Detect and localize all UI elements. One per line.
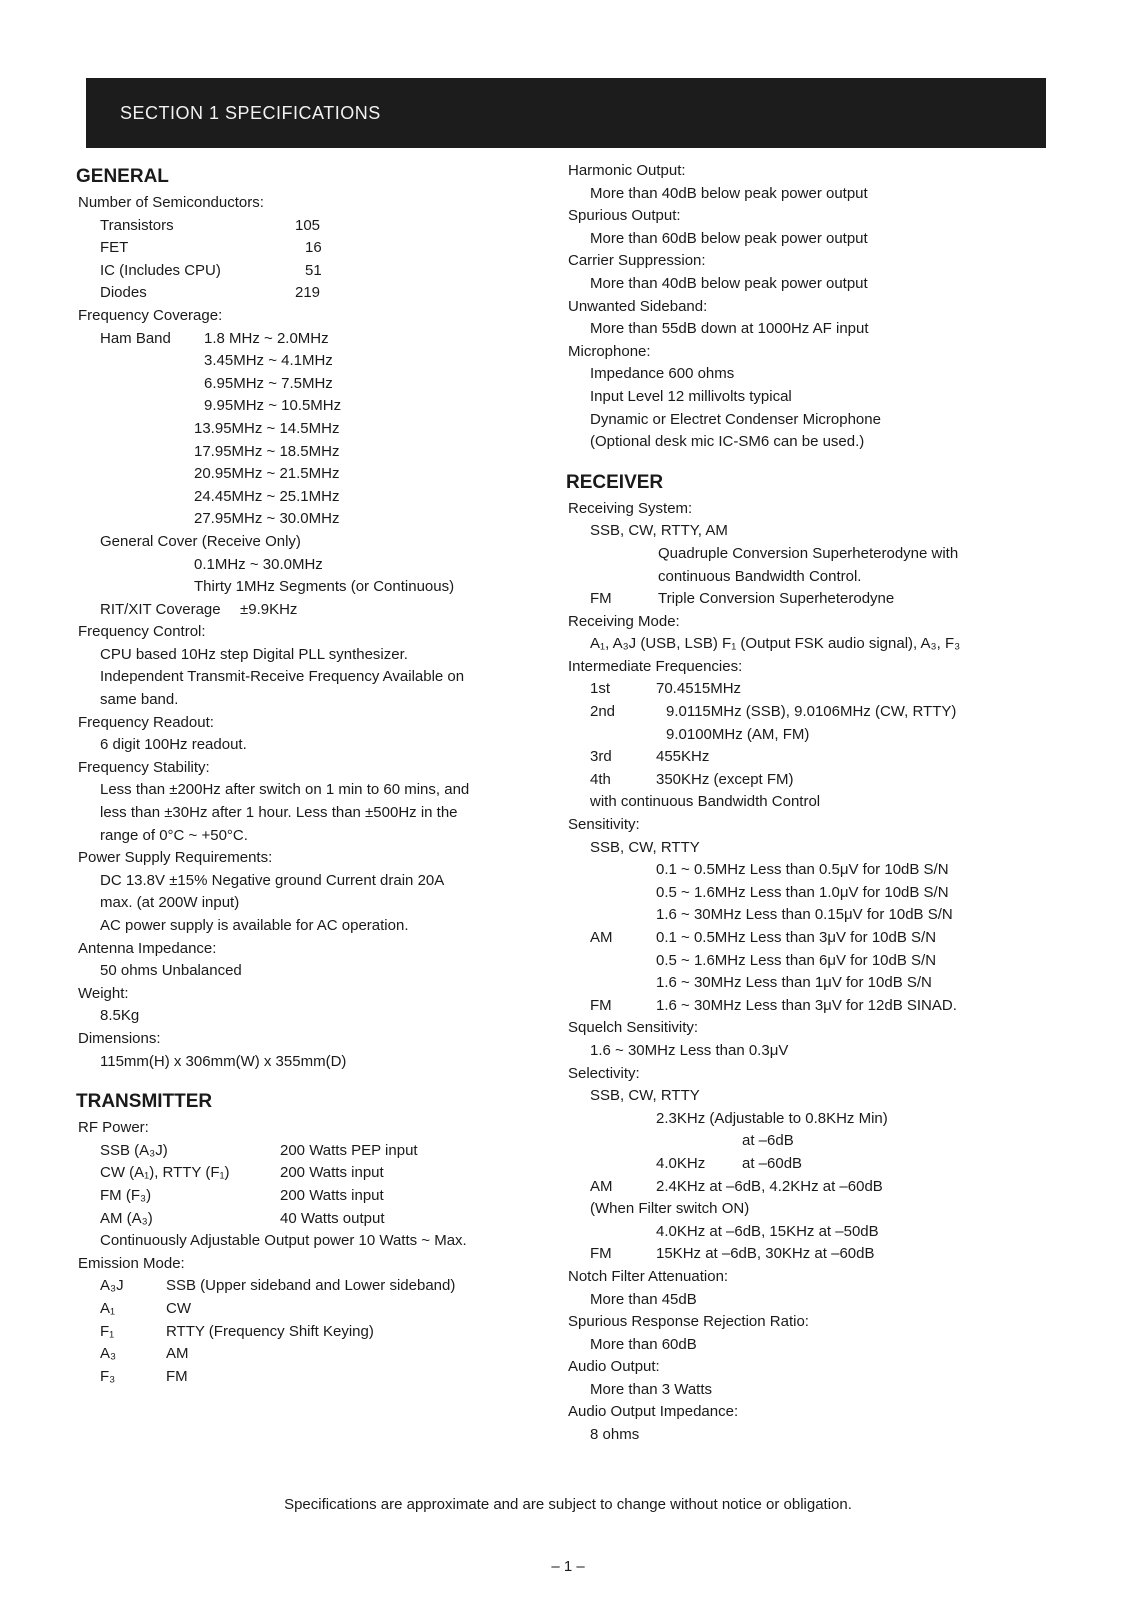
spec-text: Receiving Mode: (568, 612, 680, 630)
page-number: – 1 – (551, 1558, 585, 1575)
spec-label (560, 611, 1040, 634)
spec-value (560, 859, 1040, 882)
spec-text: 3.45MHz ~ 4.1MHz (204, 352, 333, 370)
spec-text: Notch Filter Attenuation: (568, 1267, 729, 1285)
spec-value (560, 746, 1040, 769)
spacer (70, 1073, 540, 1085)
spec-value (70, 441, 540, 464)
spec-text: Quadruple Conversion Superheterodyne with (658, 544, 959, 562)
spec-text: 219 (295, 284, 321, 302)
spec-text: 200 Watts PEP input (280, 1141, 418, 1159)
spec-text: Audio Output Impedance: (568, 1403, 739, 1421)
spec-text: 1.6 ~ 30MHz Less than 1μV for 10dB S/N (656, 974, 932, 992)
spec-label (560, 1401, 1040, 1424)
spec-text: Frequency Coverage: (78, 306, 223, 324)
spec-text: More than 55dB down at 1000Hz AF input (590, 320, 869, 338)
spacer (560, 454, 1040, 466)
spec-text: Audio Output: (568, 1358, 660, 1376)
spec-value (560, 950, 1040, 973)
spec-text: Triple Conversion Superheterodyne (658, 590, 895, 608)
spec-text: Intermediate Frequencies: (568, 657, 743, 675)
spec-text: 4.0KHz (656, 1154, 706, 1172)
right-column (560, 160, 1040, 1447)
spec-label (70, 305, 540, 328)
spec-text: Input Level 12 millivolts typical (590, 387, 792, 405)
spec-value (560, 1108, 1040, 1131)
spec-text: 13.95MHz ~ 14.5MHz (194, 419, 340, 437)
spec-text: Weight: (78, 984, 129, 1002)
spec-text: with continuous Bandwidth Control (590, 793, 821, 811)
spec-value (560, 904, 1040, 927)
spec-text: General Cover (Receive Only) (100, 532, 301, 550)
spec-value (70, 599, 540, 622)
spec-value (560, 1221, 1040, 1244)
spec-text: AM (166, 1345, 189, 1363)
spec-text: Dynamic or Electret Condenser Microphone (590, 410, 881, 428)
spec-text: 0.1 ~ 0.5MHz Less than 0.5μV for 10dB S/N (656, 861, 949, 879)
spec-value (560, 386, 1040, 409)
spec-label (70, 192, 540, 215)
spec-label (70, 938, 540, 961)
spec-text: Harmonic Output: (568, 162, 686, 179)
spec-value (560, 409, 1040, 432)
spec-text: Power Supply Requirements: (78, 849, 273, 867)
spec-text: Diodes (100, 284, 147, 302)
spec-value (560, 1379, 1040, 1402)
spec-text: More than 45dB (590, 1290, 697, 1308)
spec-label (560, 1266, 1040, 1289)
spec-text: Carrier Suppression: (568, 252, 706, 270)
spec-text: at –60dB (742, 1154, 803, 1172)
spec-value (70, 373, 540, 396)
spec-value (70, 1208, 540, 1231)
section-title: SECTION 1 SPECIFICATIONS (120, 102, 381, 123)
spec-value (70, 260, 540, 283)
spec-value (70, 825, 540, 848)
section-heading: GENERAL (76, 166, 169, 187)
spec-text: RTTY (Frequency Shift Keying) (166, 1322, 374, 1340)
spec-label (560, 250, 1040, 273)
spec-label (70, 847, 540, 870)
spec-text: 4th (590, 770, 611, 788)
spec-text: 16 (305, 239, 322, 257)
spec-label (560, 160, 1040, 183)
spec-text: less than ±30Hz after 1 hour. Less than ±500Hz in the (100, 804, 458, 822)
spec-text: More than 40dB below peak power output (590, 274, 868, 292)
spec-label (560, 296, 1040, 319)
spec-text: FM (590, 1245, 612, 1263)
spec-text: Frequency Readout: (78, 713, 214, 731)
spec-value (560, 183, 1040, 206)
spec-text: Transistors (100, 216, 174, 234)
spec-value (70, 1275, 540, 1298)
spec-text: 0.1 ~ 0.5MHz Less than 3μV for 10dB S/N (656, 929, 937, 946)
spec-label (70, 983, 540, 1006)
spec-label (70, 757, 540, 780)
spec-label (560, 498, 1040, 521)
spec-value (70, 531, 540, 554)
spec-value (70, 237, 540, 260)
spec-label (560, 205, 1040, 228)
spec-value (560, 273, 1040, 296)
spec-text: SSB (Upper sideband and Lower sideband) (166, 1277, 456, 1295)
spec-text: FM (166, 1367, 188, 1385)
spec-text: More than 60dB (590, 1335, 697, 1353)
spec-text: RIT/XIT Coverage (100, 600, 221, 618)
spec-value (70, 870, 540, 893)
spec-text: Selectivity: (568, 1064, 640, 1082)
spec-value (70, 1298, 540, 1321)
spec-label (560, 341, 1040, 364)
spec-text: A₁ (100, 1299, 116, 1317)
spec-text: SSB (A₃J) (100, 1141, 168, 1159)
spec-value (560, 837, 1040, 860)
spec-text: 455KHz (656, 748, 710, 766)
spec-text: Unwanted Sideband: (568, 297, 708, 315)
spec-value (70, 1162, 540, 1185)
spec-label (70, 1117, 540, 1140)
spec-value (560, 927, 1040, 950)
spec-text: F₁ (100, 1322, 115, 1340)
spec-text: Emission Mode: (78, 1254, 185, 1272)
spec-text: Less than ±200Hz after switch on 1 min to 60 mins, and (100, 781, 470, 799)
spec-value (70, 960, 540, 983)
spec-value (70, 1140, 540, 1163)
spec-text: Microphone: (568, 342, 651, 360)
spec-text: 20.95MHz ~ 21.5MHz (194, 465, 340, 483)
spec-value (560, 1176, 1040, 1199)
spec-text: 200 Watts input (280, 1186, 384, 1204)
spec-text: SSB, CW, RTTY (590, 1087, 700, 1105)
spec-value (560, 431, 1040, 454)
spec-text: 3rd (590, 748, 612, 766)
spec-text: 8 ohms (590, 1426, 640, 1444)
spec-value (560, 1198, 1040, 1221)
spec-value (70, 215, 540, 238)
spec-value (70, 576, 540, 599)
spec-label (70, 1028, 540, 1051)
spec-text: 50 ohms Unbalanced (100, 962, 242, 980)
spec-value (70, 554, 540, 577)
spec-value (70, 463, 540, 486)
spec-value (560, 1153, 1040, 1176)
spec-text: FM (590, 590, 612, 608)
spec-text: 70.4515MHz (656, 680, 742, 698)
spec-value (560, 543, 1040, 566)
spec-label (560, 656, 1040, 679)
spec-value (560, 724, 1040, 747)
spec-text: A₃ (100, 1345, 117, 1363)
spec-value (560, 769, 1040, 792)
spec-value (70, 1366, 540, 1389)
spec-value (70, 508, 540, 531)
spec-value (560, 1040, 1040, 1063)
spec-text: DC 13.8V ±15% Negative ground Current drain 20A (100, 871, 445, 889)
spec-value (70, 1185, 540, 1208)
spec-value (560, 1334, 1040, 1357)
spec-value (70, 915, 540, 938)
spec-label (70, 712, 540, 735)
spec-value (70, 418, 540, 441)
spec-value (560, 882, 1040, 905)
spec-value (560, 1289, 1040, 1312)
spec-text: Frequency Control: (78, 623, 206, 641)
spec-text: 8.5Kg (100, 1007, 140, 1025)
spec-text: 105 (295, 216, 321, 234)
spec-text: Ham Band (100, 329, 171, 347)
spec-text: More than 60dB below peak power output (590, 229, 868, 247)
section-heading: RECEIVER (566, 471, 664, 493)
spec-text: 6 digit 100Hz readout. (100, 736, 247, 754)
spec-text: 40 Watts output (280, 1209, 385, 1227)
spec-text: A₁, A₃J (USB, LSB) F₁ (Output FSK audio signal), A₃, F₃ (590, 635, 961, 653)
spec-text: 0.5 ~ 1.6MHz Less than 6μV for 10dB S/N (656, 951, 937, 969)
spec-value (560, 1424, 1040, 1447)
spec-text: 9.0100MHz (AM, FM) (666, 725, 810, 743)
spec-value (70, 395, 540, 418)
spec-text: max. (at 200W input) (100, 894, 240, 912)
spec-value (70, 1230, 540, 1253)
spec-text: CPU based 10Hz step Digital PLL synthesizer. (100, 645, 408, 663)
spec-value (560, 1085, 1040, 1108)
spec-label (560, 1063, 1040, 1086)
spec-text: Spurious Response Rejection Ratio: (568, 1313, 809, 1331)
spec-text: F₃ (100, 1367, 116, 1385)
spec-text: at –6dB (742, 1132, 794, 1150)
spec-value (70, 1321, 540, 1344)
spec-value (70, 779, 540, 802)
spec-value (70, 802, 540, 825)
spec-text: 24.45MHz ~ 25.1MHz (194, 487, 340, 505)
spec-text: 1.6 ~ 30MHz Less than 0.15μV for 10dB S/N (656, 906, 953, 924)
spec-text: 2.3KHz (Adjustable to 0.8KHz Min) (656, 1109, 888, 1127)
spec-text: AC power supply is available for AC operation. (100, 917, 409, 934)
spec-text: Sensitivity: (568, 816, 640, 834)
spec-text: continuous Bandwidth Control. (658, 567, 862, 585)
spec-value (70, 350, 540, 373)
spec-text: 2nd (590, 703, 616, 721)
spec-text: Spurious Output: (568, 207, 681, 225)
spec-text: 9.95MHz ~ 10.5MHz (204, 397, 342, 415)
spec-value (560, 972, 1040, 995)
spec-value (70, 734, 540, 757)
spec-text: 200 Watts input (280, 1164, 384, 1182)
spec-text: 17.95MHz ~ 18.5MHz (194, 442, 340, 460)
spec-value (70, 666, 540, 689)
spec-text: (Optional desk mic IC-SM6 can be used.) (590, 433, 865, 451)
spec-label (560, 1311, 1040, 1334)
spec-text: Thirty 1MHz Segments (or Continuous) (194, 578, 455, 596)
spec-text: AM (590, 929, 613, 946)
spec-value (560, 318, 1040, 341)
spec-text: 0.1MHz ~ 30.0MHz (194, 555, 323, 573)
spec-value (70, 328, 540, 351)
spec-text: 0.5 ~ 1.6MHz Less than 1.0μV for 10dB S/N (656, 883, 949, 901)
spec-value (560, 791, 1040, 814)
spec-text: AM (A₃) (100, 1209, 153, 1227)
left-column (70, 160, 540, 1388)
spec-value (560, 363, 1040, 386)
spec-label (560, 814, 1040, 837)
spec-value (560, 520, 1040, 543)
spec-text: 350KHz (except FM) (656, 770, 794, 788)
spec-value (560, 633, 1040, 656)
spec-value (70, 486, 540, 509)
spec-text: FET (100, 239, 129, 257)
spec-text: Squelch Sensitivity: (568, 1019, 699, 1037)
spec-text: 2.4KHz at –6dB, 4.2KHz at –60dB (656, 1177, 883, 1195)
spec-text: 115mm(H) x 306mm(W) x 355mm(D) (100, 1052, 347, 1070)
spec-text: 1.6 ~ 30MHz Less than 0.3μV (590, 1041, 789, 1059)
spec-text: SSB, CW, RTTY, AM (590, 522, 728, 540)
spec-text: Receiving System: (568, 499, 693, 517)
spec-value (70, 282, 540, 305)
spec-value (560, 588, 1040, 611)
spec-value (560, 701, 1040, 724)
spec-value (560, 1243, 1040, 1266)
spec-text: Independent Transmit-Receive Frequency Available on (100, 668, 465, 686)
spec-text: Frequency Stability: (78, 758, 210, 776)
spec-text: same band. (100, 691, 179, 709)
spec-value (560, 678, 1040, 701)
footer-note: Specifications are approximate and are subject to change without notice or obligation. (284, 1496, 852, 1513)
spec-text: Antenna Impedance: (78, 939, 217, 957)
spec-value (70, 1343, 540, 1366)
section-heading: TRANSMITTER (76, 1091, 213, 1113)
spec-value (560, 995, 1040, 1018)
spec-label (70, 621, 540, 644)
spec-value (70, 1005, 540, 1028)
spec-text: 51 (305, 261, 322, 279)
spec-text: CW (166, 1299, 191, 1317)
spec-text: (When Filter switch ON) (590, 1200, 750, 1218)
spec-text: 1.8 MHz ~ 2.0MHz (204, 329, 329, 347)
spec-text: More than 3 Watts (590, 1380, 712, 1398)
spec-text: FM (F₃) (100, 1186, 152, 1204)
spec-text: ±9.9KHz (240, 600, 298, 618)
spec-text: 4.0KHz at –6dB, 15KHz at –50dB (656, 1222, 879, 1240)
spec-text: Dimensions: (78, 1029, 161, 1047)
spec-text: 6.95MHz ~ 7.5MHz (204, 374, 333, 392)
spec-text: SSB, CW, RTTY (590, 838, 700, 856)
spec-value (70, 644, 540, 667)
spec-value (560, 566, 1040, 589)
spec-value (70, 1051, 540, 1074)
spec-text: A₃J (100, 1277, 124, 1295)
spec-text: Number of Semiconductors: (78, 194, 264, 211)
spec-text: FM (590, 996, 612, 1014)
spec-value (560, 1130, 1040, 1153)
spec-text: AM (590, 1177, 613, 1195)
spec-value (70, 892, 540, 915)
spec-text: 1st (590, 680, 611, 698)
spec-text: More than 40dB below peak power output (590, 184, 868, 202)
spec-text: CW (A₁), RTTY (F₁) (100, 1164, 230, 1182)
spec-label (560, 1017, 1040, 1040)
spec-text: 15KHz at –6dB, 30KHz at –60dB (656, 1245, 875, 1263)
spec-text: Impedance 600 ohms (590, 365, 735, 383)
spec-text: 9.0115MHz (SSB), 9.0106MHz (CW, RTTY) (666, 703, 957, 721)
spec-text: Continuously Adjustable Output power 10 Watts ~ Max. (100, 1232, 467, 1250)
spec-label (70, 1253, 540, 1276)
spec-text: 1.6 ~ 30MHz Less than 3μV for 12dB SINAD. (656, 996, 957, 1014)
spec-text: 27.95MHz ~ 30.0MHz (194, 510, 340, 528)
spec-value (560, 228, 1040, 251)
spec-text: IC (Includes CPU) (100, 261, 221, 279)
spec-text: range of 0°C ~ +50°C. (100, 826, 248, 844)
spec-text: RF Power: (78, 1119, 149, 1137)
spec-value (70, 689, 540, 712)
spec-label (560, 1356, 1040, 1379)
section-banner (86, 78, 1046, 148)
